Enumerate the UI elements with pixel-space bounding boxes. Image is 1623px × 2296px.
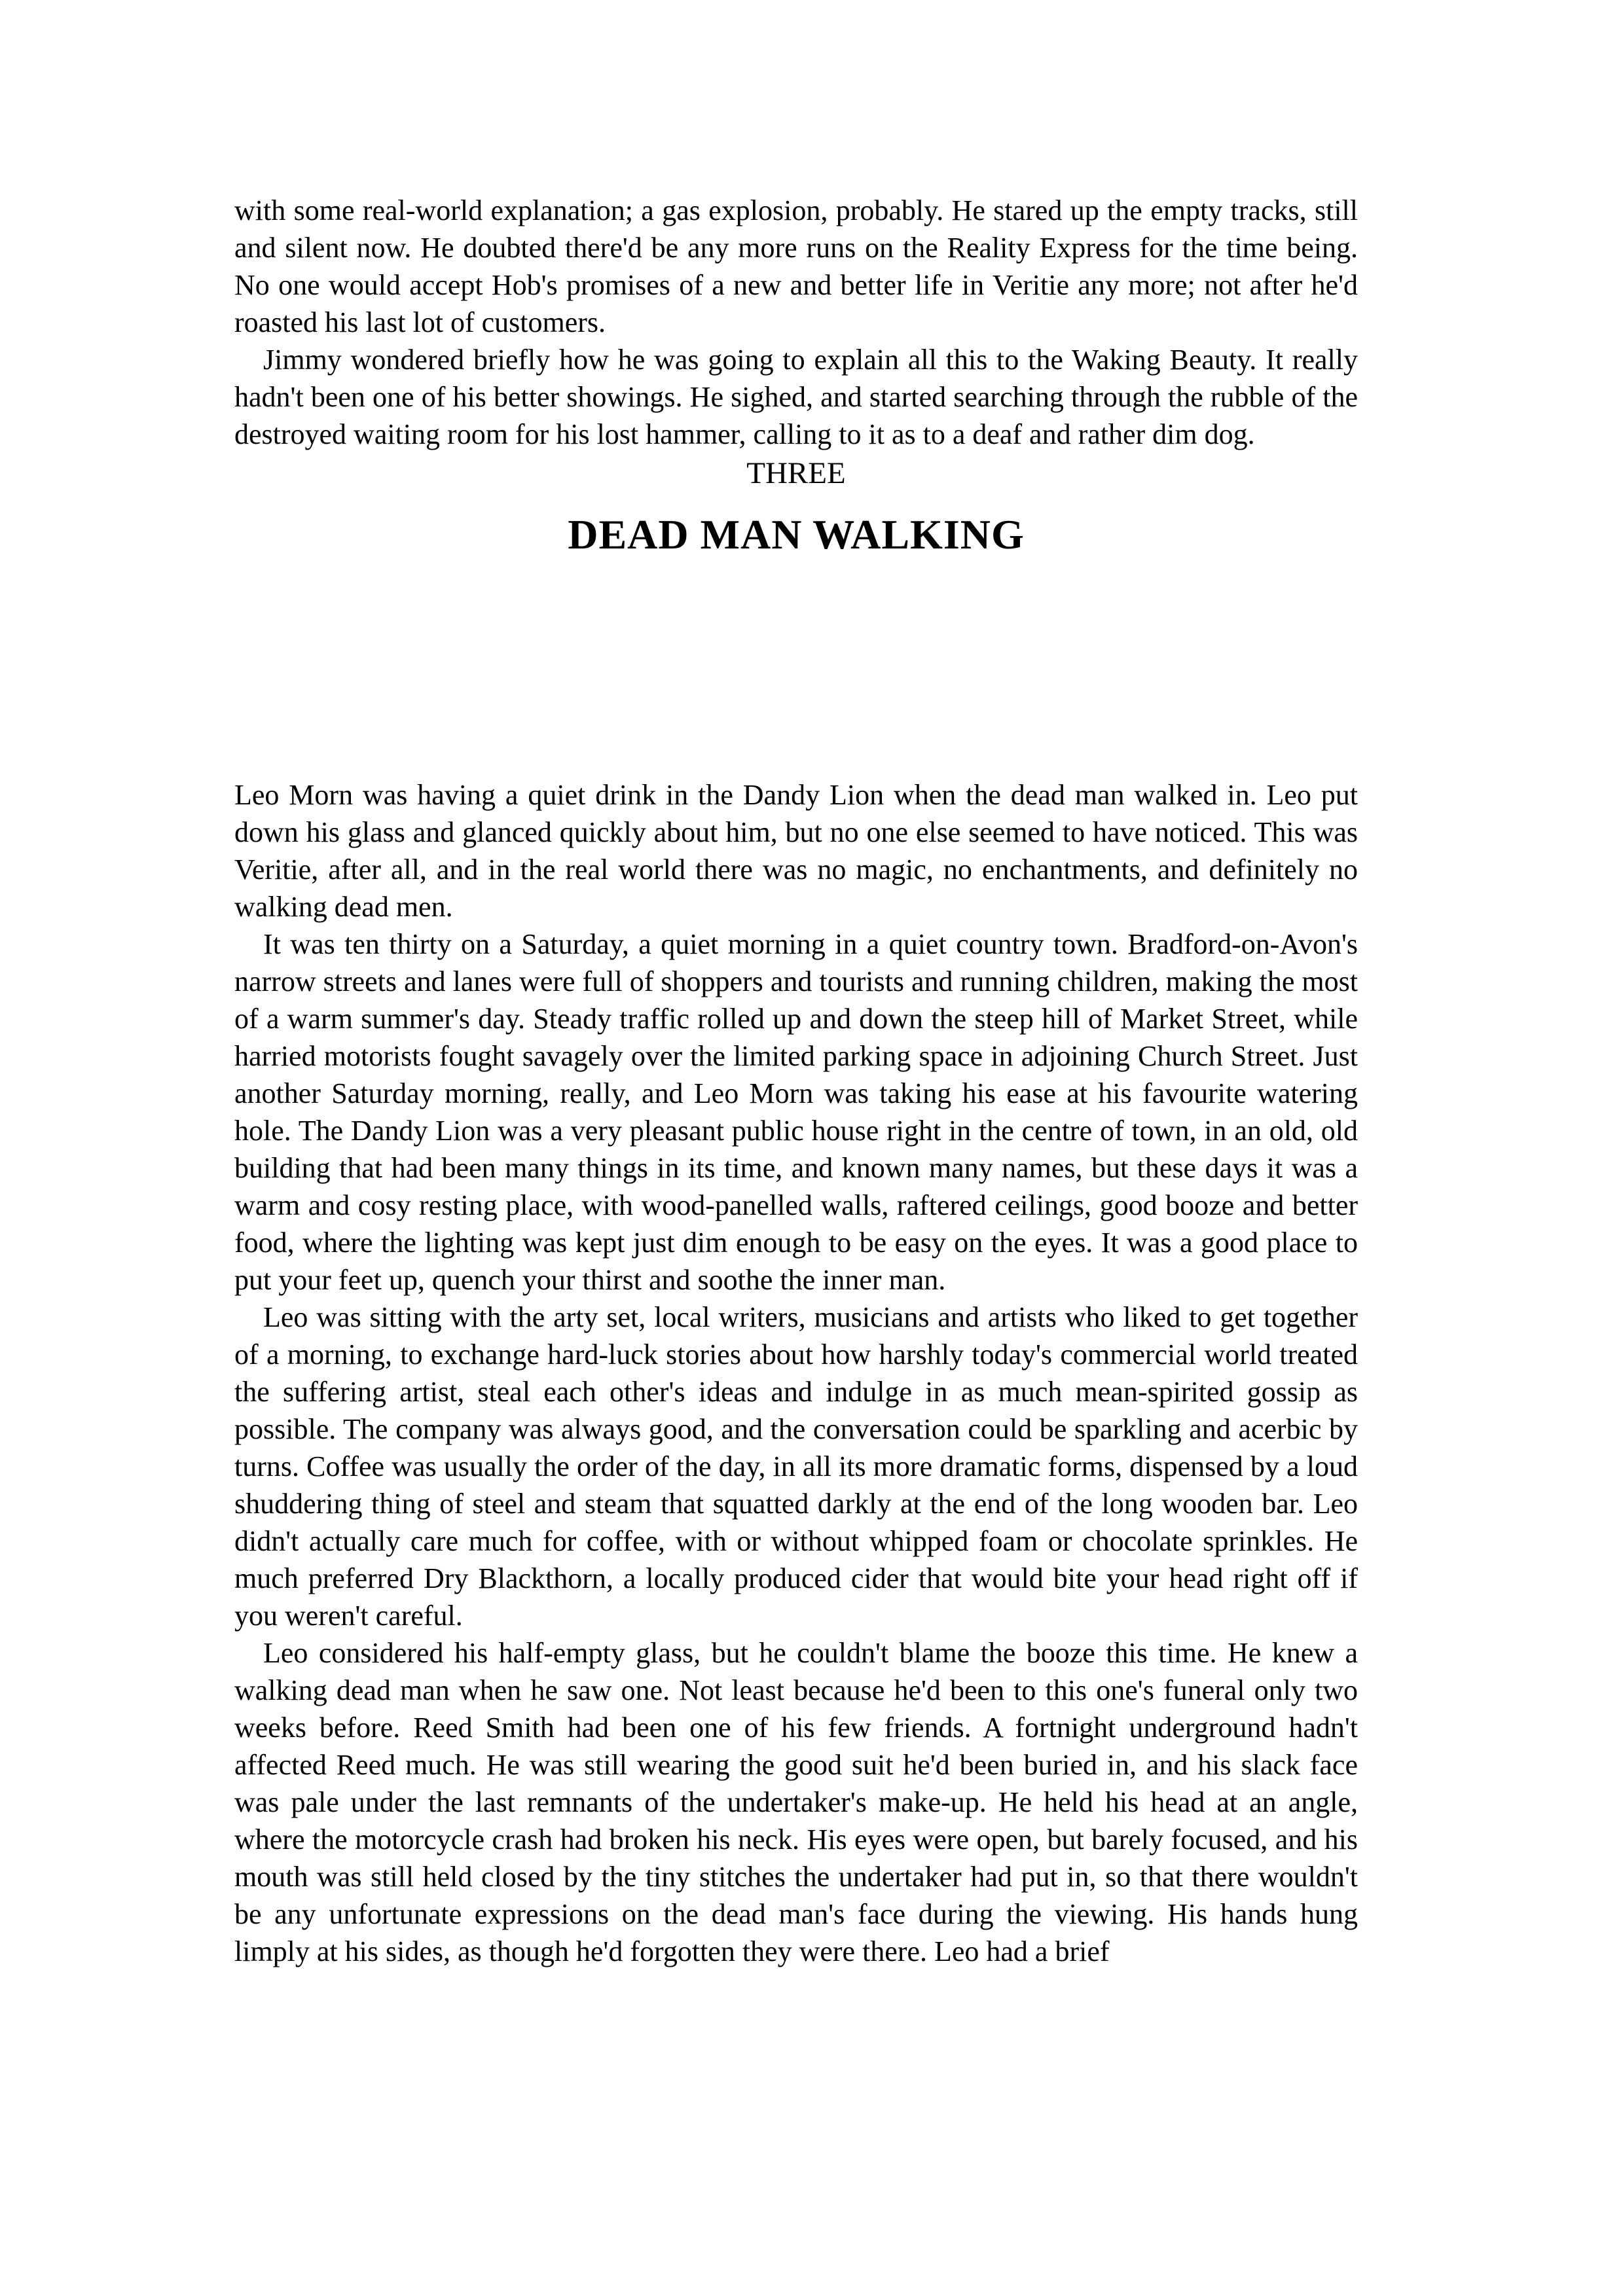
paragraph: Leo was sitting with the arty set, local writers, musicians and artists who liked to get together of a morning, to exchange hard-luck stories about how harshly today's commercial world treated the suffering artist, steal each other's ideas and indulge in as much mean-spirited gossip as possible. The company was always good, and the conversation could be sparkling and acerbic by turns. Coffee was usually the order of the day, in all its more dramatic forms, dispensed by a loud shuddering thing of steel and steam that squatted darkly at the end of the long wooden bar. Leo didn't actually care much for coffee, with or without whipped foam or chocolate sprinkles. He much preferred Dry Blackthorn, a locally produced cider that would bite your head right off if you weren't careful. bbox=[234, 1301, 1358, 1632]
paragraph: Jimmy wondered briefly how he was going to explain all this to the Waking Beauty. It really hadn't been one of his better showings. He sighed, and started searching through the rubble of the destroyed waiting room for his lost hammer, calling to it as to a deaf and rather dim dog. bbox=[234, 344, 1358, 450]
page-text-block bbox=[234, 192, 1358, 1970]
chapter-number-heading: THREE bbox=[746, 456, 846, 490]
paragraph-continuation: with some real-world explanation; a gas explosion, probably. He stared up the empty tracks, still and silent now. He doubted there'd be any more runs on the Reality Express for the time being. No one would accept Hob's promises of a new and better life in Veritie any more; not after he'd roasted his last lot of customers. bbox=[234, 194, 1358, 338]
paragraph: It was ten thirty on a Saturday, a quiet morning in a quiet country town. Bradford-on-Avon's narrow streets and lanes were full of shoppers and tourists and running children, making the most of a warm summer's day. Steady traffic rolled up and down the steep hill of Market Street, while harried motorists fought savagely over the limited parking space in adjoining Church Street. Just another Saturday morning, really, and Leo Morn was taking his ease at his favourite watering hole. The Dandy Lion was a very pleasant public house right in the centre of town, in an old, old building that had been many things in its time, and known many names, but these days it was a warm and cosy resting place, with wood-panelled walls, raftered ceilings, good booze and better food, where the lighting was kept just dim enough to be easy on the eyes. It was a good place to put your feet up, quench your thirst and soothe the inner man. bbox=[234, 928, 1358, 1296]
paragraph: Leo considered his half-empty glass, but he couldn't blame the booze this time. He knew a walking dead man when he saw one. Not least because he'd been to this one's funeral only two weeks before. Reed Smith had been one of his few friends. A fortnight underground hadn't affected Reed much. He was still wearing the good suit he'd been buried in, and his slack face was pale under the last remnants of the undertaker's make-up. He held his head at an angle, where the motorcycle crash had broken his neck. His eyes were open, but barely focused, and his mouth was still held closed by the tiny stitches the undertaker had put in, so that there wouldn't be any unfortunate expressions on the dead man's face during the viewing. His hands hung limply at his sides, as though he'd forgotten they were there. Leo had a brief bbox=[234, 1637, 1358, 1967]
paragraph-chapter-opening: Leo Morn was having a quiet drink in the Dandy Lion when the dead man walked in. Leo put down his glass and glanced quickly about him, but no one else seemed to have noticed. This was Veritie, after all, and in the real world there was no magic, no enchantments, and definitely no walking dead men. bbox=[234, 779, 1358, 923]
chapter-title-heading: DEAD MAN WALKING bbox=[568, 511, 1025, 558]
